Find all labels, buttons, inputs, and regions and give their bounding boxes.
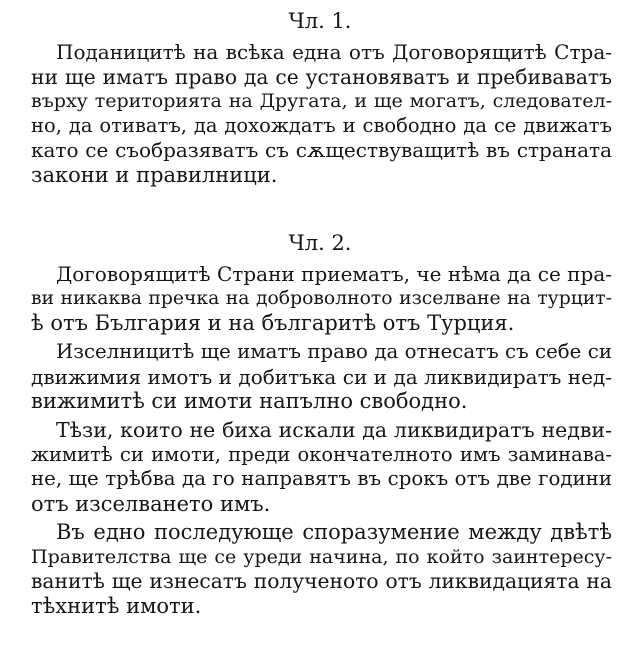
article-2-line-12: Правителства ще се уреди начина, по който заинтересу- (31, 545, 612, 568)
article-2-line-4: Изселницитѣ ще иматъ право да отнесатъ съ себе си (56, 340, 612, 363)
article-2-line-11: Въ едно последующе споразумение между двѣтѣ (56, 520, 612, 544)
article-2-line-3: ѣ отъ България и на българитѣ отъ Турция. (31, 311, 515, 335)
article-1-line-3: върху територията на Другата, и ще могатъ, следовател- (31, 90, 612, 112)
article-2-line-8: жимитѣ си имоти, преди окончателното имъ заминава- (31, 442, 612, 466)
article-2-line-6: вижимитѣ си имоти напълно свободно. (31, 389, 468, 413)
article-1-line-6: закони и правилници. (31, 162, 278, 187)
article-2-line-14: тѣхнитѣ имоти. (31, 593, 202, 618)
article-1-line-4: но, да отиватъ, да дохождатъ и свободно да се движатъ (31, 113, 612, 137)
article-1-line-5: като се съобразяватъ съ сѫществуващитѣ въ страната (31, 138, 612, 162)
article-1-line-1: Поданицитѣ на всѣка една отъ Договорящитѣ Стра- (56, 40, 612, 64)
article-2-line-5: движимия имотъ и добитъка си и да ликвидиратъ нед- (31, 364, 612, 389)
article-2-line-2: ви никаква пречка на доброволното изселване на турцит- (31, 287, 612, 309)
article-2-line-13: ванитѣ ще изнесатъ полученото отъ ликвидацията на (31, 569, 612, 593)
article-2-line-7: Тѣзи, които не биха искали да ликвидиратъ недви- (56, 418, 612, 442)
article-2-line-9: не, ще трѣбва да го направятъ въ срокъ отъ две години (31, 467, 612, 490)
article-2-line-1: Договорящитѣ Страни приематъ, че нѣма да се пра- (56, 262, 612, 286)
article-1-line-2: ни ще иматъ право да се установяватъ и пребиваватъ (31, 64, 612, 89)
article-1-heading: Чл. 1. (288, 9, 352, 33)
article-2-heading: Чл. 2. (288, 231, 352, 255)
article-2-line-10: отъ изселването имъ. (31, 491, 271, 516)
